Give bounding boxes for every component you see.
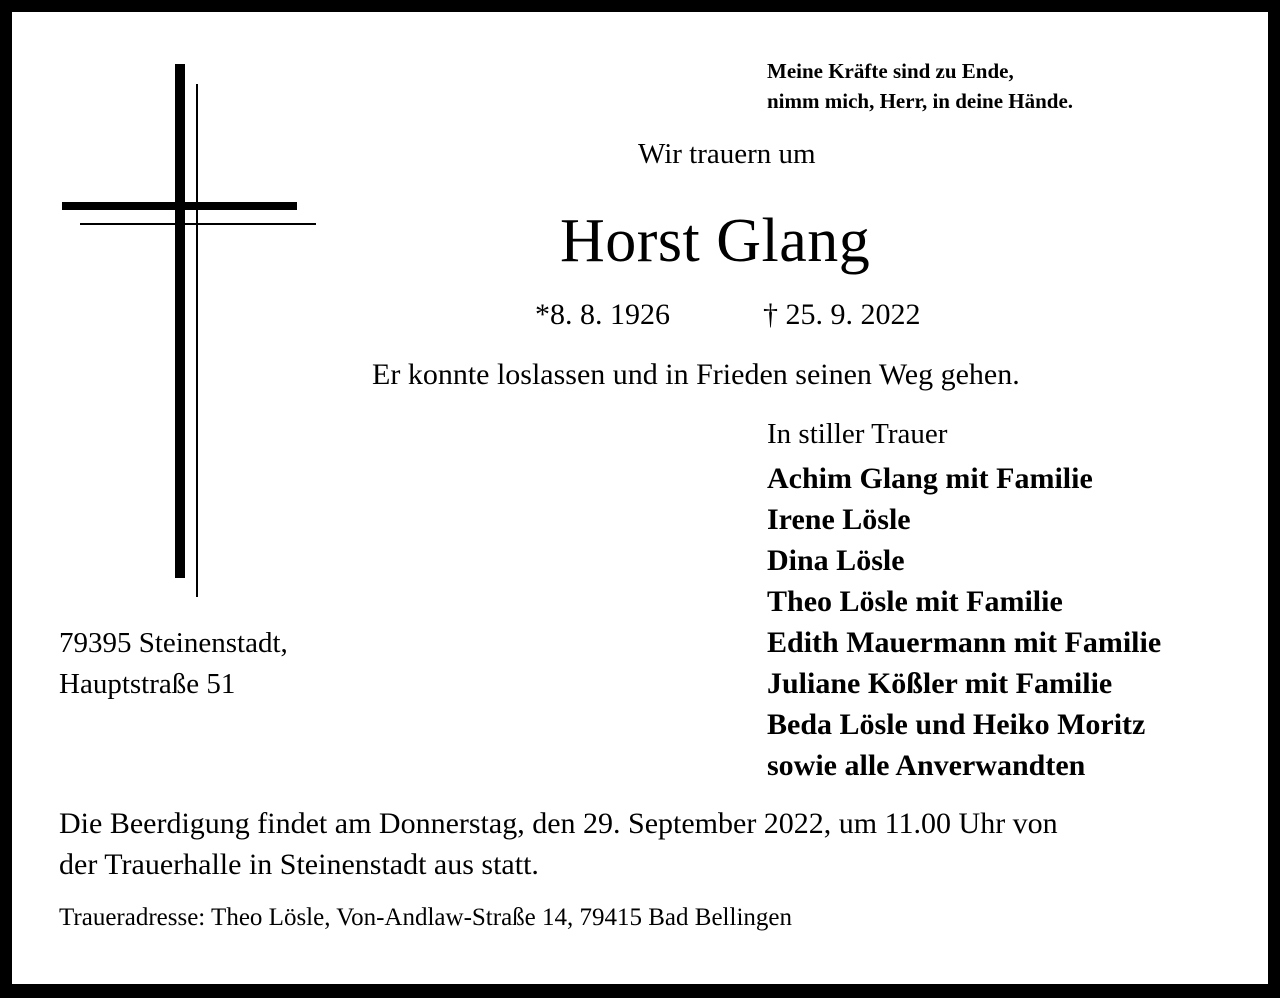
mourner: Theo Lösle mit Familie (767, 585, 1063, 618)
birth-date: *8. 8. 1926 (535, 298, 670, 331)
residence-address (59, 623, 288, 705)
mourner: Irene Lösle (767, 503, 911, 536)
mourner: Dina Lösle (767, 544, 905, 577)
mourners-list (767, 458, 1161, 786)
mourner: sowie alle Anverwandten (767, 749, 1086, 782)
funeral-line-2: der Trauerhalle in Steinenstadt aus statt. (59, 848, 539, 881)
cross-horizontal-line (80, 223, 316, 225)
address-line-1: 79395 Steinenstadt, (59, 627, 288, 659)
condolence-address: Traueradresse: Theo Lösle, Von-Andlaw-Straße 14, 79415 Bad Bellingen (59, 904, 792, 931)
mourner: Edith Mauermann mit Familie (767, 626, 1162, 659)
cross-vertical-line (196, 84, 198, 597)
mourner: Juliane Kößler mit Familie (767, 667, 1113, 700)
funeral-info (59, 803, 1058, 885)
mourning-label: In stiller Trauer (767, 418, 948, 450)
cross-horizontal-bar (62, 202, 297, 210)
address-line-2: Hauptstraße 51 (59, 668, 236, 700)
cross-vertical-bar (175, 64, 185, 578)
verse (767, 56, 1073, 116)
mourner: Achim Glang mit Familie (767, 462, 1093, 495)
mourner: Beda Lösle und Heiko Moritz (767, 708, 1146, 741)
death-date: † 25. 9. 2022 (763, 298, 921, 331)
verse-line-1: Meine Kräfte sind zu Ende, (767, 59, 1014, 83)
verse-line-2: nimm mich, Herr, in deine Hände. (767, 89, 1074, 113)
funeral-line-1: Die Beerdigung findet am Donnerstag, den 29. September 2022, um 11.00 Uhr von (59, 807, 1058, 840)
cross-symbol (0, 0, 330, 610)
deceased-name: Horst Glang (560, 207, 871, 275)
intro-text: Wir trauern um (638, 138, 816, 170)
motto: Er konnte loslassen und in Frieden seinen Weg gehen. (372, 358, 1020, 391)
